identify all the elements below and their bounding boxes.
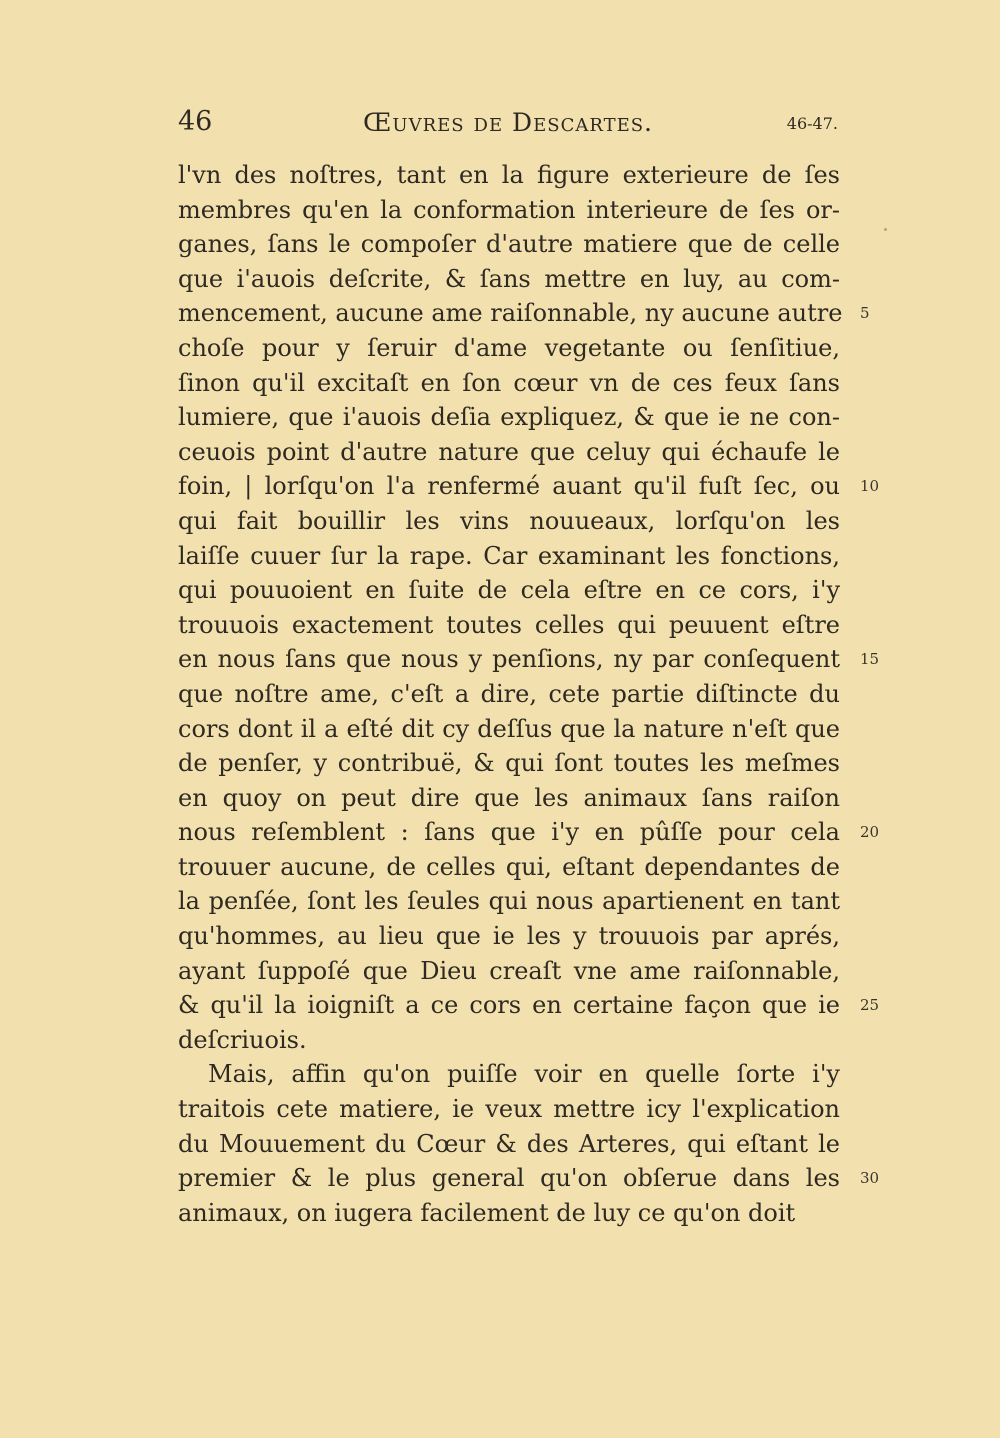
text-line: cors dont il a eſté dit cy deſſus que la nature n'eſt que [178,714,840,743]
text-line: qu'hommes, au lieu que ie les y trouuois par aprés, [178,922,840,951]
margin-line-number: 15 [860,650,880,669]
body-text [178,158,843,1230]
running-header [178,106,838,146]
text-line: premier & le plus general qu'on obſerue dans les [178,1164,840,1193]
text-line: en quoy on peut dire que les animaux ſans raiſon [178,783,840,812]
page-number: 46 [178,106,213,137]
margin-line-number: 5 [860,304,870,323]
text-line: l'vn des noſtres, tant en la figure exterieure de ſes [178,161,840,189]
text-line: la penſée, ſont les ſeules qui nous apartienent en tant [178,887,840,916]
text-line: & qu'il la ioigniſt a ce cors en certaine façon que ie [178,991,840,1020]
text-line: ceuois point d'autre nature que celuy qui échaufe le [178,437,840,466]
margin-line-number: 10 [860,477,880,496]
text-line: choſe pour y ſeruir d'ame vegetante ou ſenſitiue, [178,333,840,362]
text-line: qui pouuoient en ſuite de cela eſtre en ce cors, i'y [178,576,840,605]
text-line: ganes, ſans le compoſer d'autre matiere que de celle [178,230,840,259]
text-line: ſinon qu'il excitaſt en ſon cœur vn de ces feux ſans [178,368,840,397]
text-line: mencement, aucune ame raiſonnable, ny aucune autre [178,299,843,328]
text-line: membres qu'en la conformation interieure de ſes or- [178,195,840,224]
text-line: trouuois exactement toutes celles qui peuuent eſtre [178,610,840,639]
text-line: foin, | lorſqu'on l'a renfermé auant qu'il fuſt ſec, ou [178,472,840,501]
text-line: de penſer, y contribuë, & qui ſont toutes les meſmes [178,749,840,778]
running-title: Œuvres de Descartes. [362,108,654,137]
margin-line-number: 20 [860,823,880,842]
text-line: traitois cete matiere, ie veux mettre icy l'explication [178,1095,840,1124]
text-line: animaux, on iugera facilement de luy ce qu'on doit [178,1198,796,1227]
text-line: que i'auois deſcrite, & ſans mettre en luy, au com- [178,264,840,293]
text-line: nous reſemblent : ſans que i'y en pûſſe pour cela [178,818,840,847]
page-reference: 46-47. [786,114,838,133]
margin-line-number: 25 [860,996,880,1015]
text-line: deſcriuois. [178,1025,307,1054]
text-line: lumiere, que i'auois deſia expliquez, & que ie ne con- [178,403,840,432]
text-line: Mais, affin qu'on puiſſe voir en quelle ſorte i'y [208,1060,840,1089]
text-line: que noſtre ame, c'eſt a dire, cete partie diſtincte du [178,679,840,708]
margin-line-number: 30 [860,1169,880,1188]
text-line: ayant ſuppoſé que Dieu creaſt vne ame raiſonnable, [178,956,840,985]
text-line: en nous ſans que nous y penſions, ny par conſequent [178,645,840,674]
text-line: du Mouuement du Cœur & des Arteres, qui eſtant le [178,1129,840,1158]
text-line: laiſſe cuuer ſur la rape. Car examinant les fonctions, [178,541,840,570]
text-line: qui fait bouillir les vins nouueaux, lorſqu'on les [178,506,840,535]
text-line: trouuer aucune, de celles qui, eſtant dependantes de [178,852,840,881]
paper-speck [884,228,887,231]
